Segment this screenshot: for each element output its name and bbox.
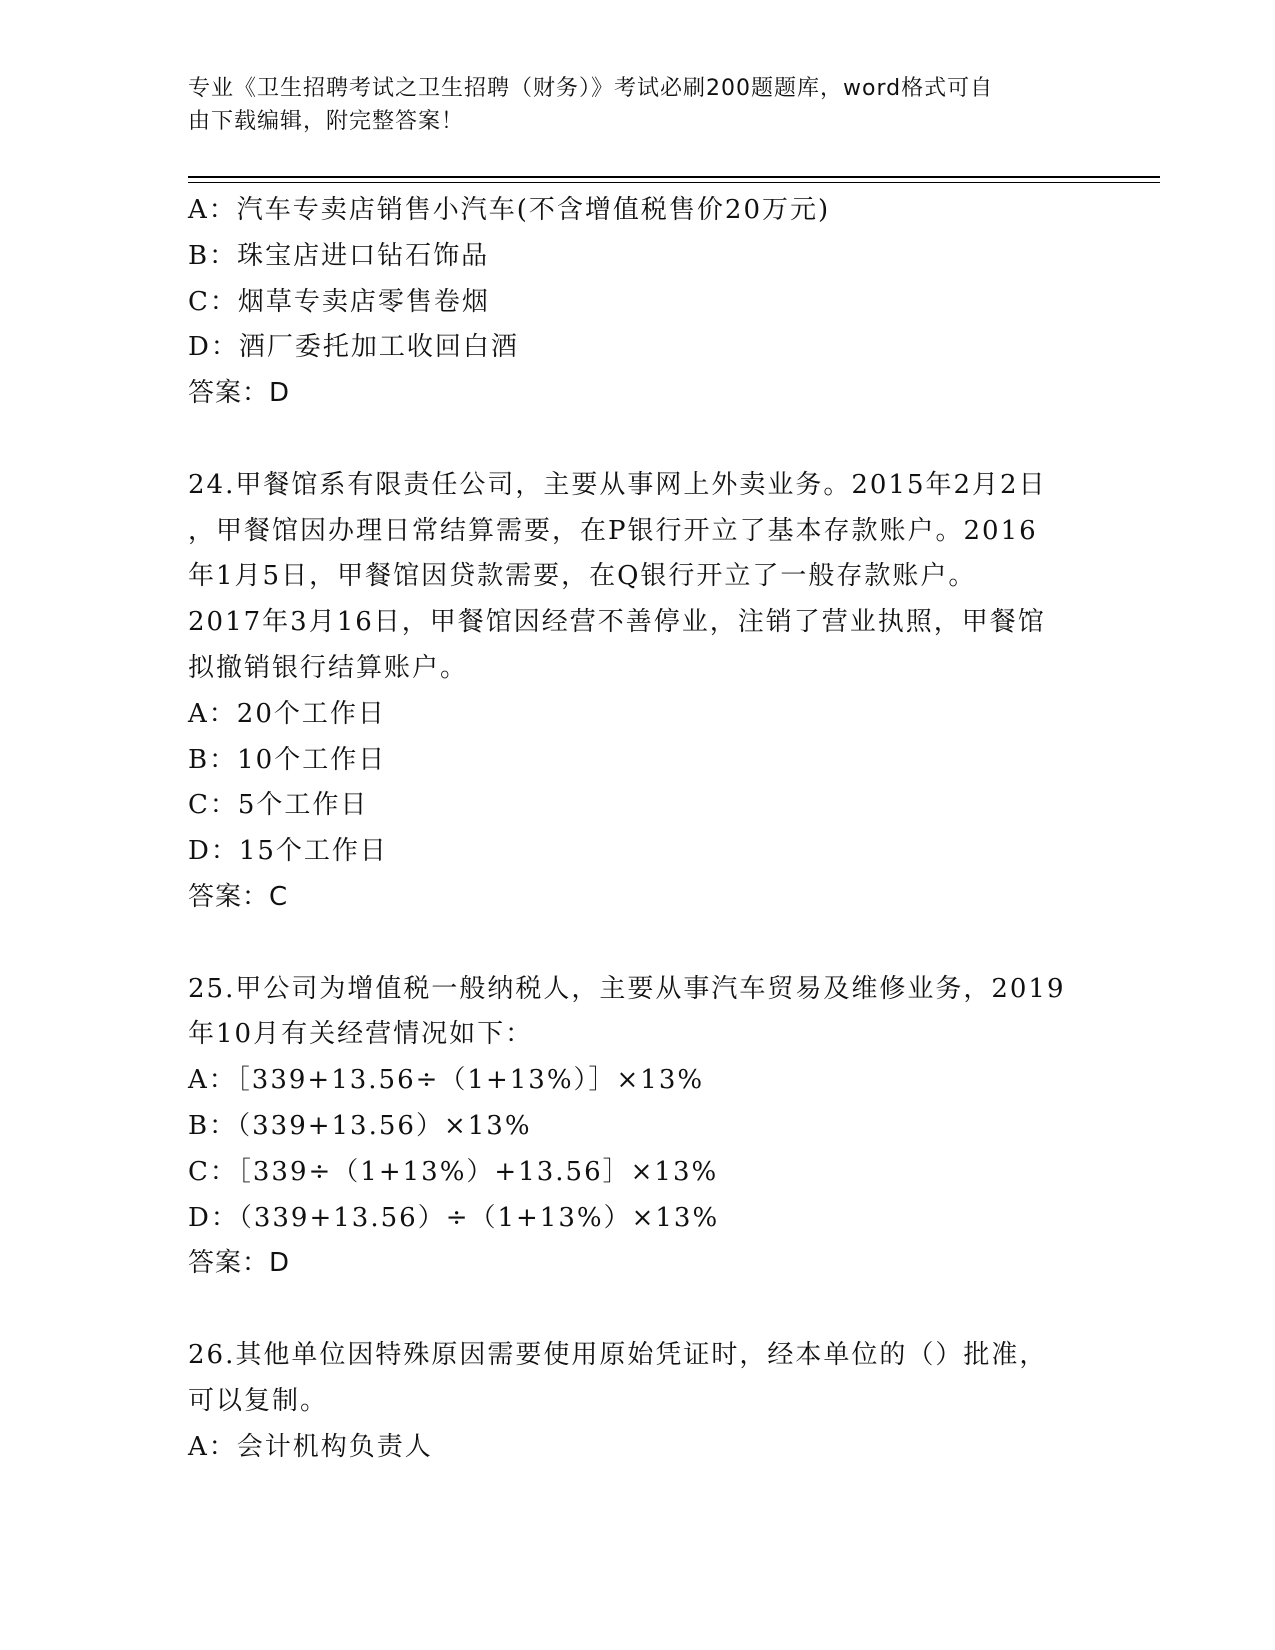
question-stem-line: 25.甲公司为增值税一般纳税人，主要从事汽车贸易及维修业务，2019 [188, 973, 1066, 1004]
question-list [188, 188, 1088, 1470]
header-line-2: 由下载编辑，附完整答案！ [188, 109, 465, 134]
header-line-1: 专业《卫生招聘考试之卫生招聘（财务）》考试必刷200题题库，word格式可自 [188, 76, 994, 101]
spacer [188, 1287, 1088, 1333]
answer-line: 答案：D [188, 1248, 291, 1279]
option-d: D：15个工作日 [188, 836, 388, 867]
answer-line: 答案：D [188, 378, 291, 409]
answer-line: 答案：C [188, 881, 289, 912]
option-b: B：（339+13.56）×13% [188, 1110, 532, 1141]
option-d: D：（339+13.56）÷（1+13%）×13% [188, 1202, 720, 1233]
question-stem-line: 26.其他单位因特殊原因需要使用原始凭证时，经本单位的（）批准， [188, 1339, 1048, 1370]
question-stem-line: 2017年3月16日，甲餐馆因经营不善停业，注销了营业执照，甲餐馆 [188, 607, 1046, 638]
option-c: C：5个工作日 [188, 790, 369, 821]
option-a: A：20个工作日 [188, 698, 386, 729]
header-rule-thick [188, 176, 1160, 178]
option-a: A：汽车专卖店销售小汽车(不含增值税售价20万元) [188, 195, 831, 225]
spacer [188, 417, 1088, 463]
question-stem-line: 24.甲餐馆系有限责任公司，主要从事网上外卖业务。2015年2月2日 [188, 469, 1047, 500]
header-rule-thin [188, 182, 1160, 183]
question-24 [188, 463, 1088, 921]
question-26 [188, 1333, 1088, 1470]
option-a: A：［339+13.56÷（1+13%）］×13% [188, 1065, 705, 1096]
spacer [188, 921, 1088, 967]
option-b: B：珠宝店进口钻石饰品 [188, 240, 490, 271]
question-stem-line: ，甲餐馆因办理日常结算需要，在P银行开立了基本存款账户。2016 [188, 515, 1038, 546]
option-a: A：会计机构负责人 [188, 1431, 433, 1462]
question-23 [188, 188, 1088, 417]
question-stem-line: 年1月5日，甲餐馆因贷款需要，在Q银行开立了一般存款账户。 [188, 561, 977, 592]
document-header [188, 72, 1088, 138]
option-d: D：酒厂委托加工收回白酒 [188, 332, 519, 363]
question-stem-line: 可以复制。 [188, 1385, 329, 1416]
question-stem-line: 年10月有关经营情况如下： [188, 1019, 534, 1050]
question-25 [188, 967, 1088, 1288]
option-b: B：10个工作日 [188, 744, 387, 775]
option-c: C：烟草专卖店零售卷烟 [188, 286, 490, 317]
question-stem-line: 拟撤销银行结算账户。 [188, 652, 469, 683]
option-c: C：［339÷（1+13%）+13.56］×13% [188, 1156, 719, 1187]
